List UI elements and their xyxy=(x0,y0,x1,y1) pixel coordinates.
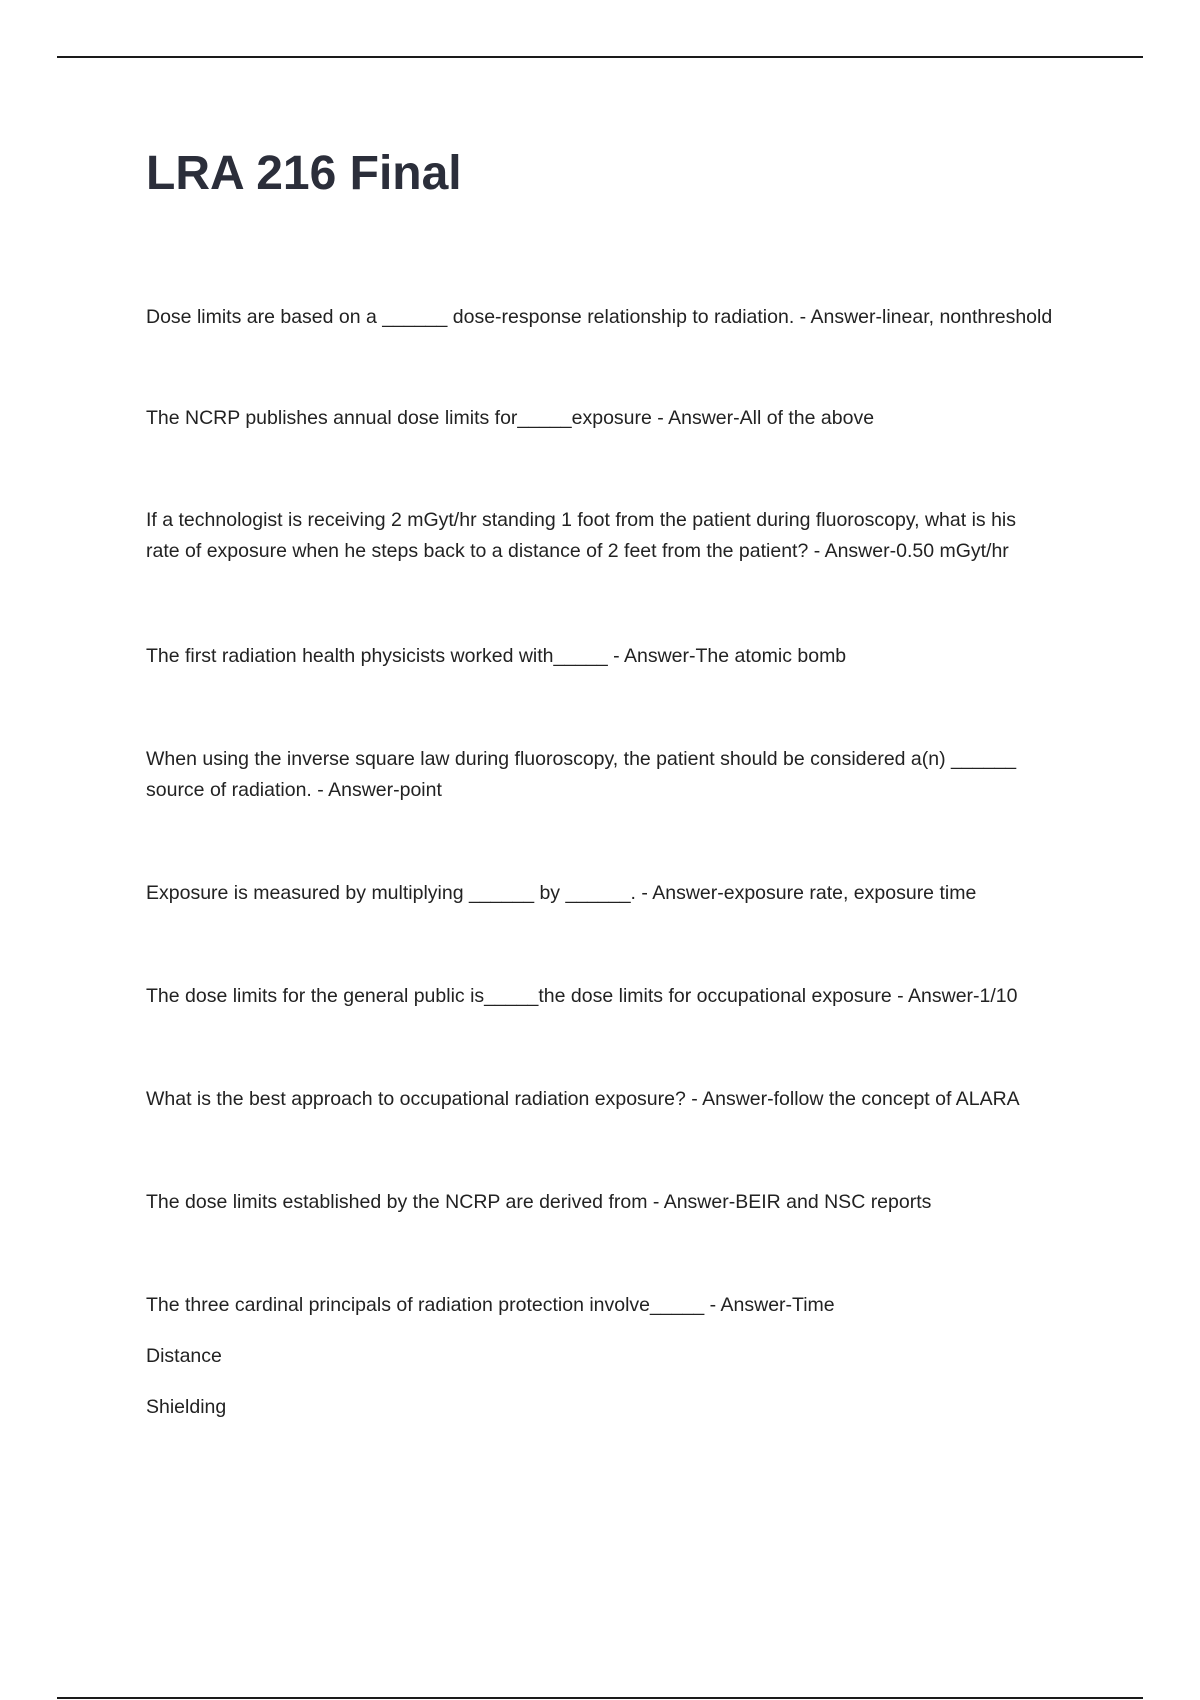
qa-line: The NCRP publishes annual dose limits for_____exposure - Answer-All of the above xyxy=(146,407,875,429)
qa-item-4 xyxy=(146,641,1096,672)
qa-line: The three cardinal principals of radiation protection involve_____ - Answer-Time xyxy=(146,1294,835,1316)
qa-line: Exposure is measured by multiplying ______ by ______. - Answer-exposure rate, exposure time xyxy=(146,882,977,904)
qa-line: Distance xyxy=(146,1345,222,1367)
qa-line: Shielding xyxy=(146,1396,227,1418)
qa-line: When using the inverse square law during fluoroscopy, the patient should be considered a(n) ______ xyxy=(146,748,1017,770)
qa-line: rate of exposure when he steps back to a distance of 2 feet from the patient? - Answer-0.50 mGyt/hr xyxy=(146,540,1009,562)
qa-item-2 xyxy=(146,403,1096,434)
qa-line: What is the best approach to occupational radiation exposure? - Answer-follow the concept of ALARA xyxy=(146,1088,1020,1110)
document-title: LRA 216 Final xyxy=(146,147,462,200)
qa-line: The first radiation health physicists worked with_____ - Answer-The atomic bomb xyxy=(146,645,847,667)
qa-line: The dose limits for the general public is_____the dose limits for occupational exposure - Answer-1/10 xyxy=(146,985,1018,1007)
qa-item-1 xyxy=(146,302,1096,333)
qa-item-3 xyxy=(146,505,1096,567)
qa-item-6 xyxy=(146,878,1096,909)
qa-line: The dose limits established by the NCRP are derived from - Answer-BEIR and NSC reports xyxy=(146,1191,932,1213)
page-bottom-rule xyxy=(57,1697,1143,1699)
qa-item-10 xyxy=(146,1290,1096,1423)
qa-line: source of radiation. - Answer-point xyxy=(146,779,442,801)
qa-line: If a technologist is receiving 2 mGyt/hr standing 1 foot from the patient during fluoroscopy, what is his xyxy=(146,509,1016,531)
qa-item-5 xyxy=(146,744,1096,806)
qa-item-8 xyxy=(146,1084,1096,1115)
qa-item-9 xyxy=(146,1187,1096,1218)
qa-item-7 xyxy=(146,981,1096,1012)
qa-line: Dose limits are based on a ______ dose-response relationship to radiation. - Answer-linear, nonthreshold xyxy=(146,306,1053,328)
page-top-rule xyxy=(57,56,1143,58)
